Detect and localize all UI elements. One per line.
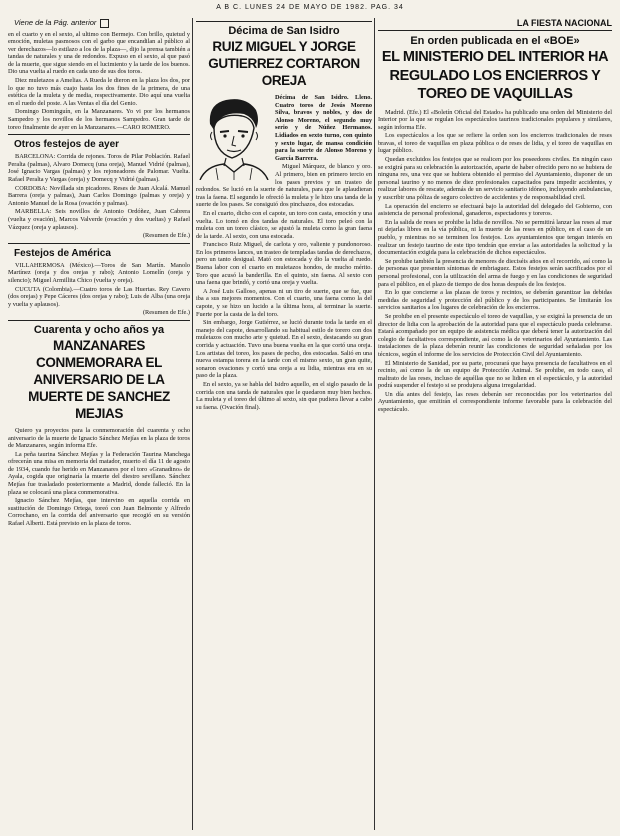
paragraph: CUCUTA (Colombia).—Cuatro toros de Las Huertas. Rey Cavero (dos orejas) y Pepe Cáceres (dos orejas y rabo); Luis de Alba (una oreja y vuelta y aplausos). (8, 285, 190, 308)
paragraph: Miguel Márquez, de blanco y oro. Al primero, bien en primero tercio en los pases previos y un trasteo de redondos. Se lució en la suerte de naturales, para que le aplaudieran tras la faena. El segundo le ofreció la muleta y le hizo una tanda de la suerte de los pases. Se consiguió dos pinchazos, dos estocadas. (196, 163, 372, 209)
paragraph: VILLAHERMOSA (México).—Toros de San Martín. Manolo Martínez (oreja y dos orejas y rabo); Antonio Lomelín (oreja y silencio); Miguel Armillita Chico (vuelta y oreja). (8, 261, 190, 284)
continued-kicker: Viene de la Pág. anterior (14, 18, 190, 28)
paragraph: Se prohibe también la presencia de menores de dieciséis años en el recorrido, así como la de personas que presenten síntomas de embriaguez. Estos festejos serán sacrificados por el personal profesional, con la utilización del arma de fuego y en las condiciones de seguridad para el público, en el plazo de tiempo de dos horas después de los festejos. (378, 257, 612, 288)
divider (8, 134, 190, 135)
paragraph: La operación del encierro se efectuará bajo la autoridad del delegado del Gobierno, con asistencia de personal profesional, ganaderos, espectadores y toreros. (378, 202, 612, 218)
boe-kicker: En orden publicada en el «BOE» (410, 35, 580, 47)
section-title: LA FIESTA NACIONAL (378, 18, 612, 31)
paragraph: MARBELLA: Seis novillos de Antonio Ordóñez, Juan Cabrera (vuelta y ovación), Marcos Valverde (ovación y dos vueltas) y Rafael Vázquez (oreja y aplausos). (8, 208, 190, 231)
divider (8, 320, 190, 321)
column-rule (192, 18, 193, 830)
paragraph: Madrid. (Efe.) El «Boletín Oficial del Estado» ha publicado una orden del Ministerio del Interior por la que se regulan los espectáculos taurinos tradicionales populares y similares, según informa Efe. (378, 108, 612, 131)
paragraph: Ignacio Sánchez Mejías, que intervino en aquella corrida en sustitución de Domingo Ortega, toreó con Juan Belmonte y Alfredo Corrochano, en la corrida del aniversario que recogió en su versión Rafael Alberti. Está previsto en la plaza de toros. (8, 497, 190, 528)
lead-paragraph: Décima de San Isidro. Lleno. Cuatro toros de Jesús Moreno Silva, bravos y nobles, y dos de Alonso Moreno, el segundo muy serio y de Núñez Hermanos. Lidiados en sexto turno, con quinto y sexto lugar, de mansa condición para la suerte de Alonso Moreno y García Barrera. (275, 94, 372, 162)
bullfighter-portrait (196, 94, 270, 180)
column-rule (374, 18, 375, 830)
paragraph: En el cuarto, dicho con el capote, un toro con casta, emoción y una vuelta. Lo tomó en dos tandas de naturales. El toro peleó con la muleta con un toreo clásico, se ajustó la muleta como la gran faena de la tarde. Al sexto, con una estocada. (196, 209, 372, 240)
paragraph: Los espectáculos a los que se refiere la orden son los encierros tradicionales de reses bravas, el toreo de vaquillas en plaza pública o de reses de lidia, y el toreo de vaquillas en lugar público. (378, 132, 612, 155)
page-header: A B C. LUNES 24 DE MAYO DE 1982. PAG. 34 (216, 4, 404, 11)
signature: (Resumen de Efe.) (142, 309, 190, 317)
paragraph: En el sexto, ya se habla del Isidro aquello, en el siglo pasado de la corrida con una tanda de naturales que le quedaron muy bien hechos. La muleta y el toreo del último al sexto, sin que pudiera llevar a cabo su faena. (Ovación final). (196, 380, 372, 411)
anniversary-kicker: Cuarenta y ocho años ya (33, 323, 165, 336)
column-right (378, 18, 612, 830)
paragraph: BARCELONA: Corrida de rejones. Toros de Pilar Población. Rafael Peralta (palmas), Alvaro Domecq (una oreja), Manuel Vidrié (palmas), José Ignacio Vargas (palmas) y los rejoneadores de Palomar. Vuelta. Rafael Peralta y Vargas (oreja) y Domecq y Vidrié (palmas). (8, 153, 190, 184)
paragraph: Francisco Ruiz Miguel, de carlota y oro, valiente y pundonoroso. En los primeros lances, un trasteo de templadas tandas de derechazos, pero un tanto desigual. Mató con estocada y dio la vuelta al ruedo. Buena labor con el cuarto en muletazos hondos, de mucho mérito. Toro que acusó la banderilla. En el quinto, sin faena. Al sexto con una faena que brindó, y cortó una oreja y vuelta. (196, 241, 372, 287)
paragraph: Quedan excluidos los festejos que se realicen por los poseedores civiles. En ningún caso se exigirá para su celebración la autorización, aparte de haber ofrecido pero no se hubiera de ninguna res, una vez que se hubiera obtenido el permiso del Ayuntamiento, disponer de un personal taurino y no menos de diez profesionales capacitados para impedir accidentes, y realizar labores de rescate, además de un servicio sanitario idóneo, incluyendo ambulancias, y suscribir una póliza de seguro colectivo de accidentes y de responsabilidad civil. (378, 156, 612, 202)
san-isidro-kicker: Décima de San Isidro (228, 25, 340, 37)
divider (196, 21, 372, 22)
column-left (8, 18, 190, 830)
paragraph: A José Luis Galloso, apenas ni un tiro de suerte, que se fue, que iba a sus mejores momentos. Con el cuarto, una faena como la del capote, y se hizo un lucido a la última hora, al terminar la suerte. Fuerte por la casta de la del toro. (196, 287, 372, 318)
column-middle (196, 18, 372, 830)
paragraph: Diez muletazos a Amelias. A Rueda le dieron en la plaza los dos, por lo que no tuvo más cuajo hasta los dos fines de la primera, de una estética de la muleta y de media, respectivamente. Dio aquí una vuelta en el ruedo del poste. A las Ventas el día del Genio. (8, 77, 190, 107)
paragraph: El Ministerio de Sanidad, por su parte, procurará que haya presencia de facultativos en el recinto, así como la de un equipo de Protección Animal. Se prohibe, en todo caso, el maltrato de las reses, incluso de aquéllas que no se lidien en el espectáculo, y la autoridad podrá suspender el festejo si se produjera alguna irregularidad. (378, 359, 612, 390)
paragraph: En la salida de reses se prohibe la lidia de novillos. No se permitirá lanzar las reses al mar ni dejarlas libres en la vía pública, ni la muerte de las reses en público, en el caso de un pueblo, y mientras no se terminen los festejos. Los ayuntamientos que tengan interés en realizar un festejo taurino de este tipo tendrán que enviar a las autoridades la solicitud y la documentación exigida para la celebración de dichos espectáculos. (378, 218, 612, 257)
paragraph: En lo que concierne a las plazas de toros y recintos, se deberán garantizar las debidas medidas de seguridad y protección del público y de los participantes. Se limitarán los servicios sanitarios a los lugares de celebración de los encierros. (378, 289, 612, 312)
box-icon (100, 19, 109, 28)
paragraph: Se prohibe en el presente espectáculo el toreo de vaquillas, y se exigirá la presencia de un director de lidia con la aprobación de la autoridad para que el espectáculo pueda celebrarse. Estará acompañado por un equipo de asistencia médica que deberá tener la autorización del colegio de facultativos correspondiente, así como la de veterinarios del Ayuntamiento. Las instalaciones de la plaza deberán reunir las condiciones de seguridad señaladas por los técnicos, según el informe de los servicios de Protección Civil del Ayuntamiento. (378, 312, 612, 358)
anniversary-headline: MANZANARES CONMEMORARA EL ANIVERSARIO DE LA MUERTE DE SANCHEZ MEJIAS (28, 337, 170, 421)
signature: (Resumen de Efe.) (142, 232, 190, 240)
paragraph: en el cuarto y en el sexto, al ultimo con Bermejo. Con brillo, quietud y emoción, muletas pasmosos con el garbo que encandilan al público al ver derechazos—lo estilazo a los de la plaza—, dijo la prensa también a tandas de naturales y una de redondos. Expuso en el sexto, al que pasó de la muerte, que sigue siendo en el lucimiento y la tarde de los buenos. Dio una vuelta al ruedo en cada uno de sus dos toros. (8, 30, 190, 76)
paragraph: Un día antes del festejo, las reses deberán ser reconocidas por los veterinarios del Ayuntamiento, que emitirán el correspondiente informe favorable para la celebración del espectáculo. (378, 390, 612, 414)
heading-festejos-america: Festejos de América (14, 247, 111, 259)
paragraph: CORDOBA: Novillada sin picadores. Reses de Juan Alcalá. Manuel Barrera (oreja y palmas), Juan Carlos Domingo (palmas y oreja) y Antonio Manuel de la Rosa (ovación y palmas). (8, 184, 190, 207)
paragraph: La peña taurina Sánchez Mejías y la Federación Taurina Manchega ofrecerán una misa en memoria del matador, muerto el día 11 de agosto de 1934, cuando fue herido en Manzanares por el toro «Granadino» de Ayala, cogida que originaría la muerte del diestro sevillano. Sánchez Mejías fue trasladado posteriormente a Madrid, donde falleció. En la plaza se colocará una placa conmemorativa. (8, 450, 190, 496)
paragraph: Quiero ya proyectos para la conmemoración del cuarenta y ocho aniversario de la muerte de Ignacio Sánchez Mejías en la plaza de toros de Manzanares, según informa Efe. (8, 426, 190, 450)
divider (8, 243, 190, 244)
san-isidro-headline: RUIZ MIGUEL Y JORGE GUTIERREZ CORTARON OREJA (208, 39, 360, 88)
paragraph: Domingo Dominguín, en la Manzanares. Yo vi por los hermanos Sampedro y los novillos de los hermanos Sampedro. Gran tarde de toreo finalmente de ayer en la Manzanares.—CARO ROMERO. (8, 108, 190, 131)
paragraph: Sin embargo, Jorge Gutiérrez, se lució durante toda la tarde en el manejo del capote, desarrollando su habitual estilo de torero con dos muletazos con mucho arte y quietud. En el sexto, destacando su gran corrida y actuación. Tuvo una buena vuelta en la que cortó una oreja. Los artistas del toreo, los pases de pecho, dos estocadas. Salió en una nueva estampa torera en la tarde con el mismo sexto, un gran quite, sonaron ovaciones y cortó una oreja a su lidia, mientras era en su paso de la plaza. (196, 319, 372, 380)
heading-otros-festejos: Otros festejos de ayer (14, 139, 120, 151)
ministerio-headline: EL MINISTERIO DEL INTERIOR HA REGULADO LOS ENCIERROS Y TOREO DE VAQUILLAS (381, 49, 609, 102)
